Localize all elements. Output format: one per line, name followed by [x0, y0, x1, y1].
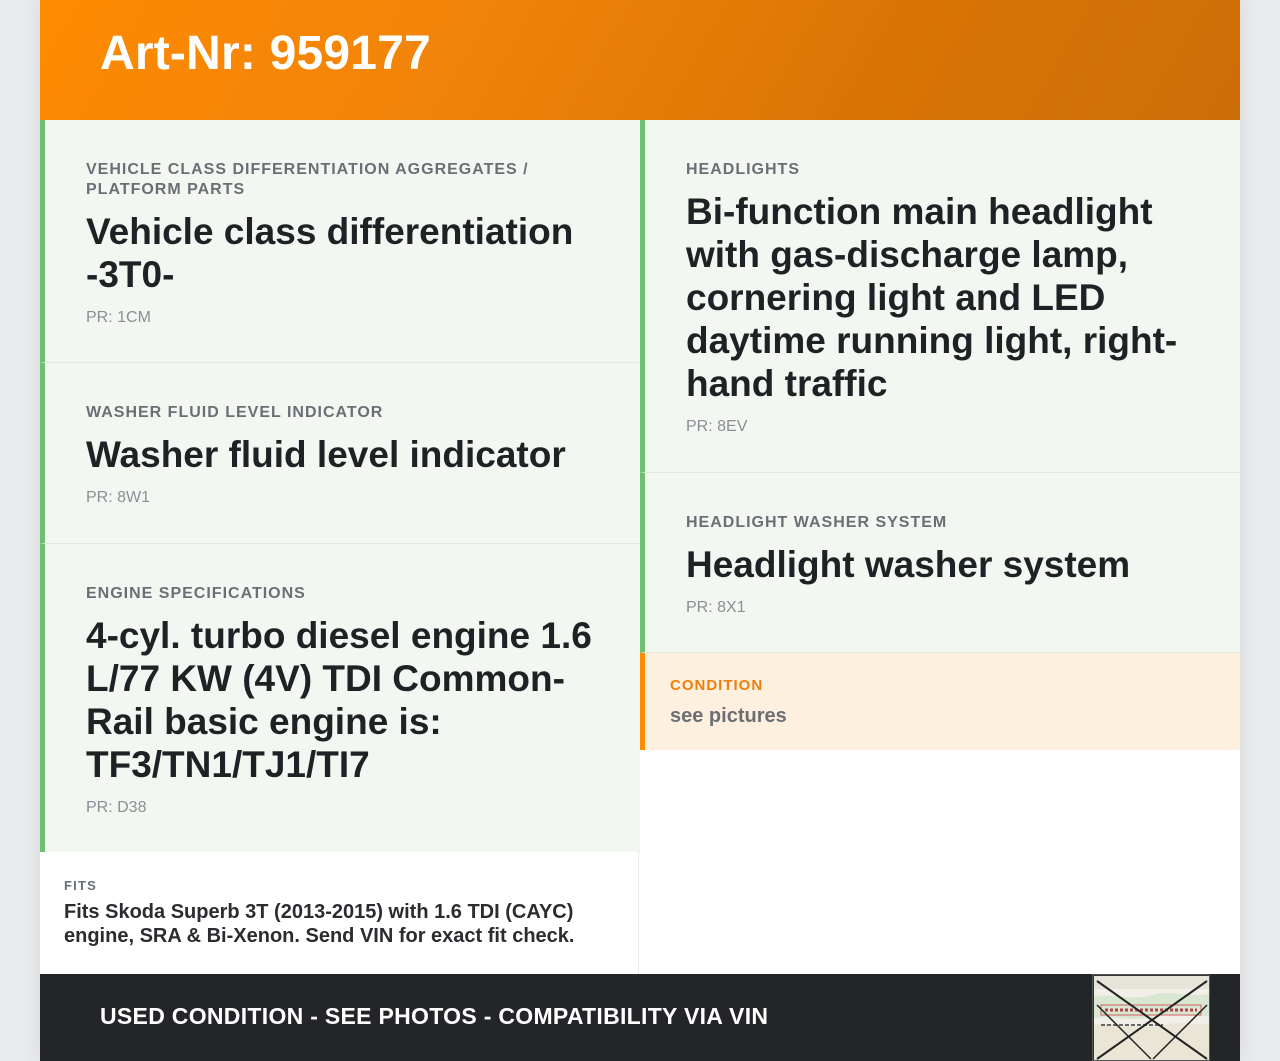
- spec-category: VEHICLE CLASS DIFFERENTIATION AGGREGATES / PLATFORM PARTS: [86, 161, 529, 198]
- condition-label: CONDITION: [670, 677, 764, 694]
- fits-label: FITS: [64, 878, 97, 893]
- page-header: [40, 0, 1240, 120]
- spec-pr-code: PR: D38: [86, 799, 147, 816]
- condition-box: [640, 653, 1240, 750]
- spec-pr-code: PR: 1CM: [86, 309, 151, 326]
- spec-card-headlight-washer: [640, 473, 1240, 653]
- spec-title: Bi-function main headlight with gas-discharge lamp, cornering light and LED daytime running light, right-hand traffic: [686, 191, 1178, 404]
- spec-category: WASHER FLUID LEVEL INDICATOR: [86, 404, 384, 421]
- fits-box: [40, 852, 639, 974]
- condition-value: see pictures: [670, 705, 787, 727]
- spec-title: 4-cyl. turbo diesel engine 1.6 L/77 KW (4V) TDI Common-Rail basic engine is: TF3/TN1/TJ1/TI7: [86, 615, 592, 785]
- spec-pr-code: PR: 8EV: [686, 418, 748, 435]
- spec-title: Vehicle class differentiation -3T0-: [86, 211, 574, 295]
- spec-card-headlights: [640, 120, 1240, 473]
- spec-pr-code: PR: 8W1: [86, 489, 151, 506]
- product-sheet: [40, 0, 1240, 1061]
- spec-category: HEADLIGHT WASHER SYSTEM: [686, 514, 948, 531]
- spec-title: Washer fluid level indicator: [86, 434, 566, 475]
- footer-banner-text: USED CONDITION - SEE PHOTOS - COMPATIBILITY VIA VIN: [100, 1003, 769, 1029]
- spec-card-washer-fluid: [40, 363, 640, 544]
- spec-card-engine: [40, 544, 640, 853]
- article-number-title: Art-Nr: 959177: [100, 27, 431, 80]
- fits-value: Fits Skoda Superb 3T (2013-2015) with 1.6 TDI (CAYC) engine, SRA & Bi-Xenon. Send VIN for exact fit check.: [64, 901, 575, 947]
- spec-category: HEADLIGHTS: [686, 161, 800, 178]
- spec-card-vehicle-class: [40, 120, 640, 363]
- spec-pr-code: PR: 8X1: [686, 599, 746, 616]
- spec-category: ENGINE SPECIFICATIONS: [86, 585, 306, 602]
- footer-banner: [40, 974, 1240, 1061]
- spec-title: Headlight washer system: [686, 544, 1131, 585]
- part-label-image: [1093, 975, 1210, 1061]
- part-label-thumbnail[interactable]: [1092, 974, 1210, 1061]
